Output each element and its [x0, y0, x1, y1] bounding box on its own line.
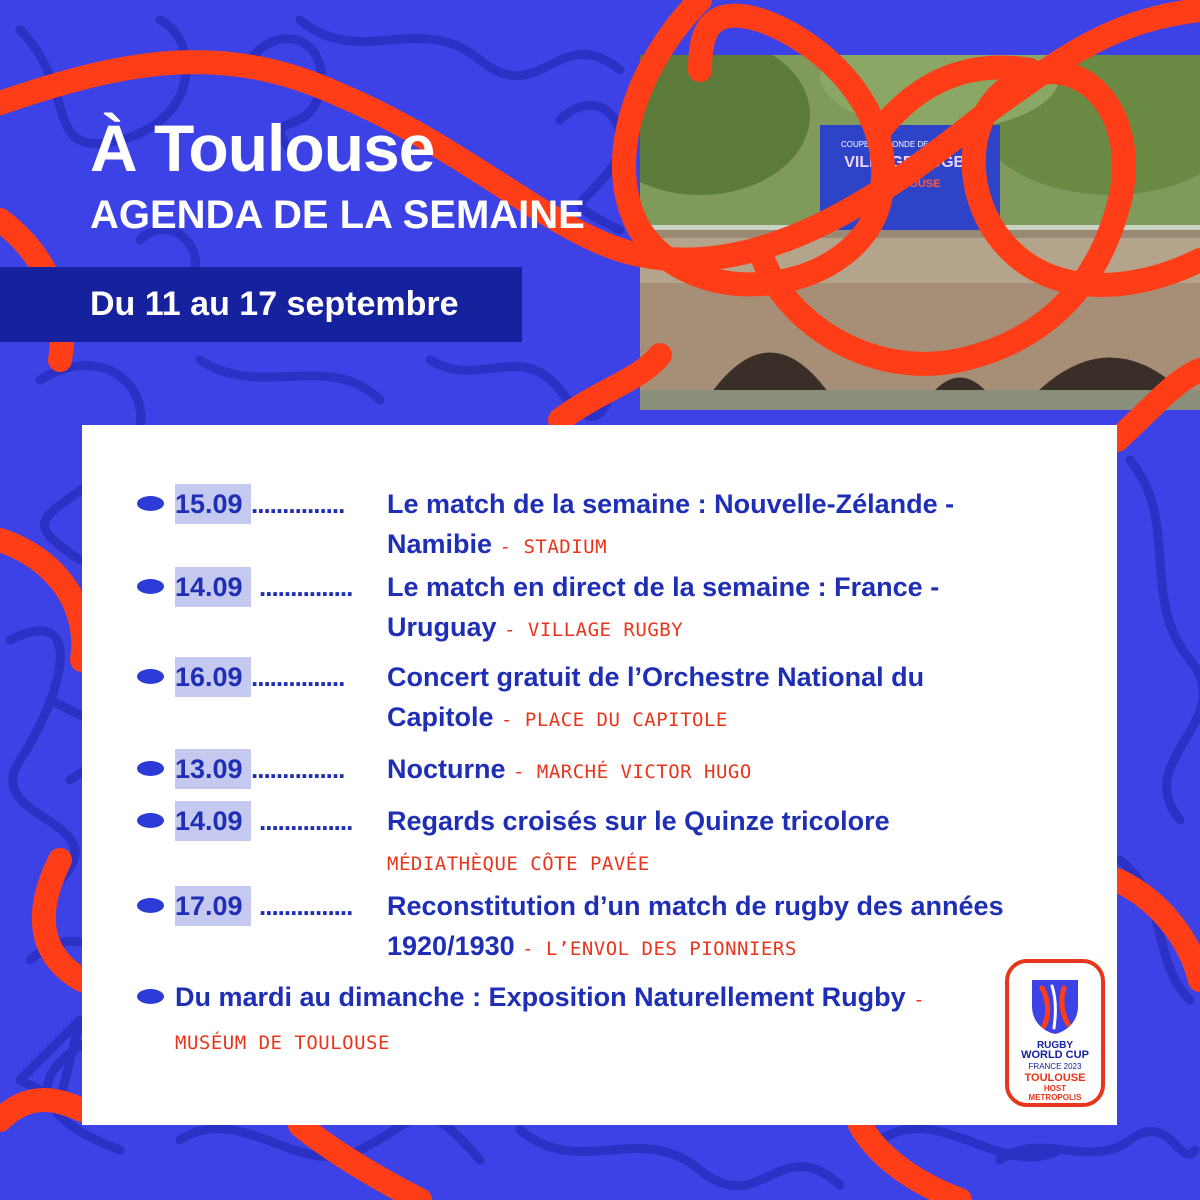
agenda-card [82, 425, 1117, 1125]
dot-leader: ............... [259, 891, 353, 921]
dot-leader: ............... [251, 489, 345, 519]
agenda-event-title: Regards croisés sur le Quinze tricolore [387, 806, 890, 836]
logo-line2: WORLD CUP [1021, 1049, 1089, 1061]
agenda-event [387, 567, 1037, 650]
dot-leader: ............... [259, 572, 353, 602]
agenda-venue: - L’ENVOL DES PIONNIERS [522, 938, 797, 960]
photo-banner-main: VILLAGE RUGBY [844, 154, 976, 171]
agenda-date: 17.09 [175, 886, 251, 926]
bullet-dot-icon [137, 579, 164, 594]
agenda-event-title: Le match en direct de la semaine : France - Uruguay [387, 572, 940, 642]
rugby-world-cup-logo [1004, 958, 1106, 1108]
logo-city: TOULOUSE [1024, 1072, 1086, 1084]
agenda-venue: - VILLAGE RUGBY [504, 619, 684, 641]
bullet-dot-icon [137, 989, 164, 1004]
logo-metropolis: METROPOLIS [1028, 1093, 1082, 1102]
agenda-event-title: Nocturne [387, 754, 506, 784]
agenda-event-title: Du mardi au dimanche : Exposition Naturellement Rugby [175, 982, 906, 1012]
agenda-venue: - MARCHÉ VICTOR HUGO [513, 761, 752, 783]
agenda-venue: MÉDIATHÈQUE CÔTE PAVÉE [387, 853, 650, 875]
dot-leader: ............... [259, 806, 353, 836]
photo-banner-top: COUPE DU MONDE DE RUGBY 2023 [840, 140, 980, 149]
agenda-date: 16.09 [175, 657, 251, 697]
agenda-event [387, 749, 1037, 792]
agenda-event [387, 801, 1037, 884]
dot-leader: ............... [251, 754, 345, 784]
agenda-date: 15.09 [175, 484, 251, 524]
agenda-event-title: Concert gratuit de l’Orchestre National du Capitole [387, 662, 925, 732]
logo-line1: RUGBY [1036, 1040, 1074, 1051]
agenda-date: 14.09 [175, 801, 251, 841]
bullet-dot-icon [137, 496, 164, 511]
bullet-dot-icon [137, 669, 164, 684]
agenda-event-title: Le match de la semaine : Nouvelle-Zélande - Namibie [387, 489, 955, 559]
agenda-venue: - STADIUM [499, 536, 608, 558]
agenda-date: 14.09 [175, 567, 251, 607]
agenda-venue: - MUSÉUM DE TOULOUSE [175, 989, 926, 1054]
logo-line3: FRANCE 2023 [1028, 1062, 1082, 1071]
bullet-dot-icon [137, 761, 164, 776]
bullet-dot-icon [137, 898, 164, 913]
agenda-event [387, 484, 1037, 567]
date-range-banner [0, 267, 522, 342]
agenda-event-title: Reconstitution d’un match de rugby des années 1920/1930 [387, 891, 1004, 961]
agenda-date: 13.09 [175, 749, 251, 789]
agenda-venue: - PLACE DU CAPITOLE [501, 709, 728, 731]
agenda-event [387, 886, 1037, 969]
photo-banner-city: TOULOUSE [879, 178, 941, 190]
village-rugby-photo [640, 55, 1200, 410]
bullet-dot-icon [137, 813, 164, 828]
page-title: À Toulouse [90, 111, 435, 185]
agenda-subtitle: AGENDA DE LA SEMAINE [90, 193, 585, 237]
agenda-event [175, 977, 935, 1063]
date-range-text: Du 11 au 17 septembre [90, 285, 459, 323]
dot-leader: ............... [251, 662, 345, 692]
agenda-event [387, 657, 1037, 740]
logo-host: HOST [1043, 1084, 1067, 1093]
